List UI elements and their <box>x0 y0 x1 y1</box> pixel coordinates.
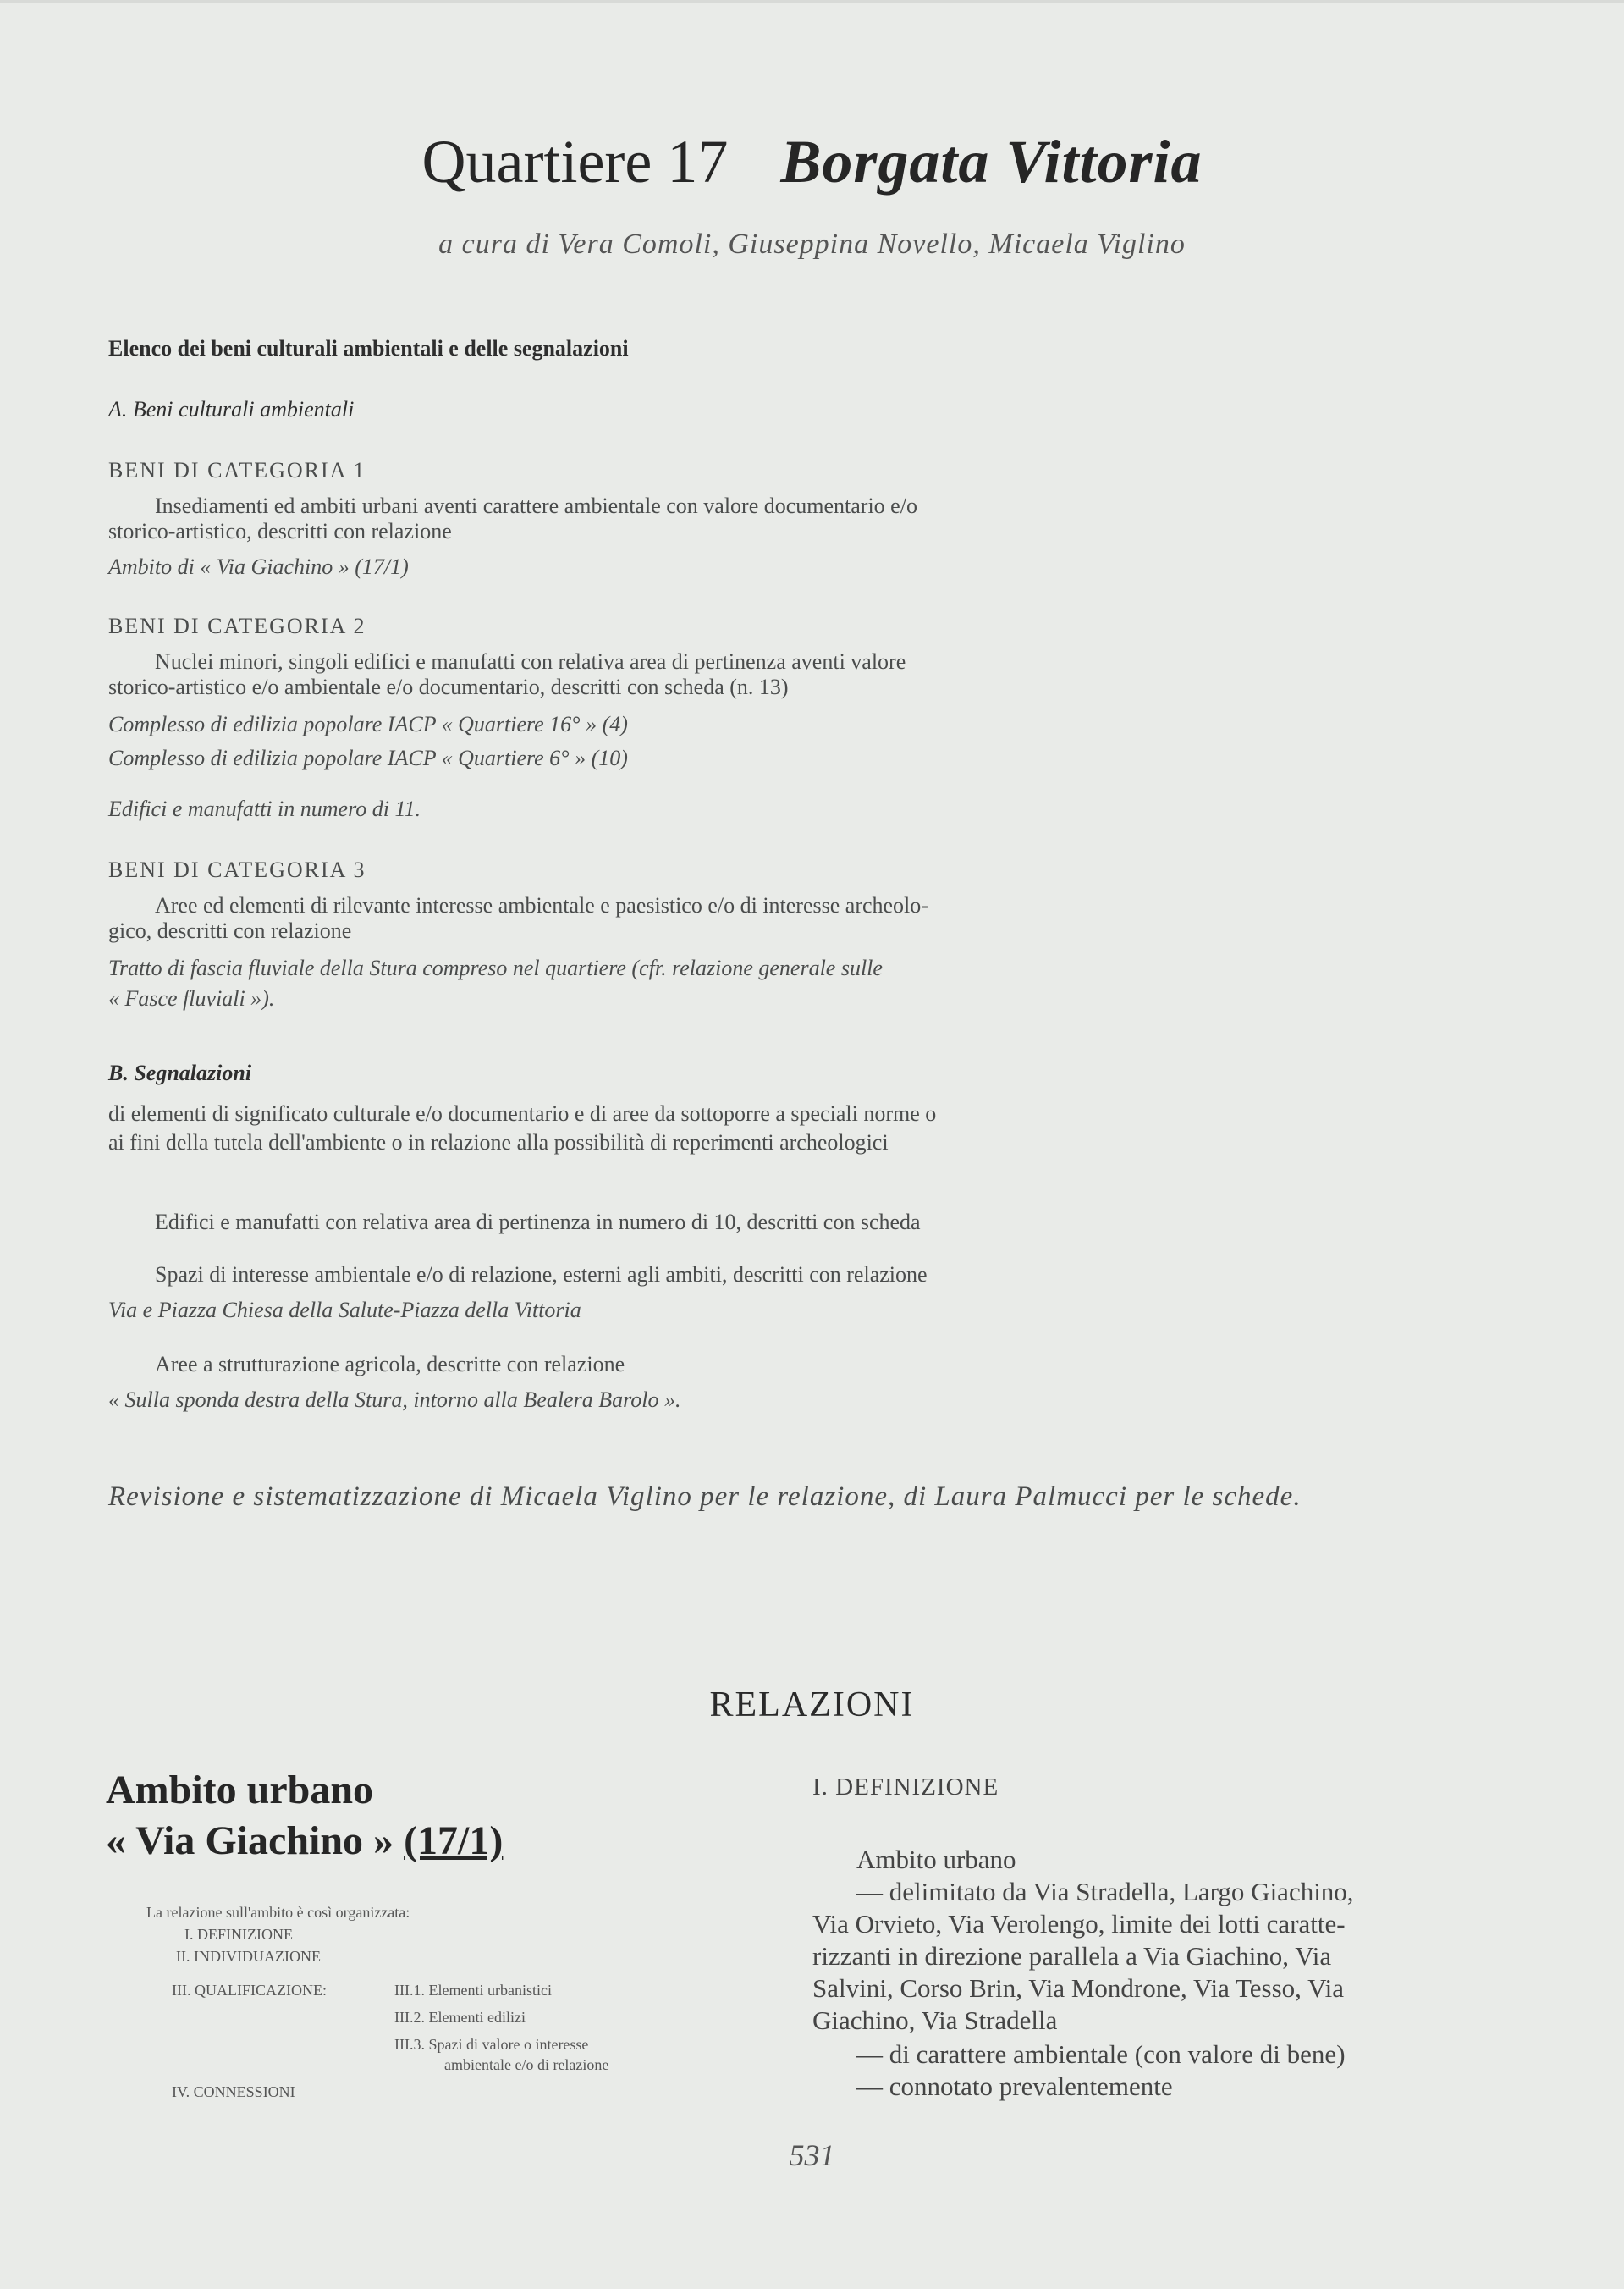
relazioni-heading: RELAZIONI <box>709 1685 915 1724</box>
ambito-title-name: « Via Giachino » <box>106 1818 405 1863</box>
segnalazioni-spazi: Spazi di interesse ambientale e/o di relazione, esterni agli ambiti, descritti con relazione <box>155 1262 928 1287</box>
definizione-line6: — di carattere ambientale (con valore di bene) <box>856 2039 1346 2069</box>
definizione-line4: Salvini, Corso Brin, Via Mondrone, Via Tesso, Via <box>812 1973 1345 2003</box>
toc-connessioni: IV. CONNESSIONI <box>172 2083 295 2100</box>
definizione-line1: — delimitato da Via Stradella, Largo Giachino, <box>856 1877 1354 1906</box>
cat2-item2: Complesso di edilizia popolare IACP « Quartiere 6° » (10) <box>108 746 628 770</box>
definizione-line2: Via Orvieto, Via Verolengo, limite dei lotti caratte- <box>812 1909 1346 1939</box>
title-borgata: Borgata Vittoria <box>780 128 1203 196</box>
page-number: 531 <box>789 2138 835 2172</box>
segnalazioni-aree: Aree a strutturazione agricola, descritte con relazione <box>155 1352 625 1376</box>
toc-qualificazione: III. QUALIFICAZIONE: <box>172 1982 327 1999</box>
cat2-desc-line2: storico-artistico e/o ambientale e/o documentario, descritti con scheda (n. 13) <box>108 675 789 699</box>
segnalazioni-edifici: Edifici e manufatti con relativa area di pertinenza in numero di 10, descritti con scheda <box>155 1210 921 1234</box>
ambito-title <box>106 1765 503 1867</box>
page-title <box>0 127 1624 197</box>
cat3-item-line2: « Fasce fluviali »). <box>108 986 275 1011</box>
toc-spazi-line2: ambientale e/o di relazione <box>444 2056 609 2073</box>
cat3-heading: BENI DI CATEGORIA 3 <box>108 858 366 882</box>
cat1-item: Ambito di « Via Giachino » (17/1) <box>108 554 409 579</box>
ambito-title-code: (17/1) <box>404 1818 504 1863</box>
revision-note: Revisione e sistematizzazione di Micaela Viglino per le relazione, di Laura Palmucci per le schede. <box>108 1481 1302 1512</box>
section-b-desc-line2: ai fini della tutela dell'ambiente o in relazione alla possibilità di reperimenti archeologici <box>108 1130 889 1155</box>
cat1-heading: BENI DI CATEGORIA 1 <box>108 458 366 483</box>
toc-elementi-edilizi: III.2. Elementi edilizi <box>394 2009 526 2026</box>
ambito-title-line1: Ambito urbano <box>106 1768 374 1812</box>
toc-spazi-line1: III.3. Spazi di valore o interesse <box>394 2036 589 2053</box>
top-edge <box>0 0 1624 3</box>
cat3-desc-line1: Aree ed elementi di rilevante interesse ambientale e paesistico e/o di interesse archeolo- <box>155 893 928 918</box>
cat3-item-line1: Tratto di fascia fluviale della Stura compreso nel quartiere (cfr. relazione generale sulle <box>108 956 883 980</box>
title-quartiere: Quartiere 17 <box>421 128 729 196</box>
definizione-line3: rizzanti in direzione parallela a Via Giachino, Via <box>812 1941 1332 1971</box>
segnalazioni-spazi-item: Via e Piazza Chiesa della Salute-Piazza della Vittoria <box>108 1298 581 1322</box>
cat2-item1: Complesso di edilizia popolare IACP « Quartiere 16° » (4) <box>108 712 628 736</box>
section-b-label: B. Segnalazioni <box>108 1061 252 1085</box>
elenco-heading: Elenco dei beni culturali ambientali e delle segnalazioni <box>108 336 629 361</box>
cat1-desc-line1: Insediamenti ed ambiti urbani aventi carattere ambientale con valore documentario e/o <box>155 494 917 518</box>
toc-elementi-urbanistici: III.1. Elementi urbanistici <box>394 1982 552 1999</box>
ambito-title-line2 <box>106 1816 503 1867</box>
segnalazioni-aree-item: « Sulla sponda destra della Stura, intorno alla Bealera Barolo ». <box>108 1387 681 1412</box>
cat2-desc-line1: Nuclei minori, singoli edifici e manufatti con relativa area di pertinenza aventi valore <box>155 649 906 674</box>
cat3-desc-line2: gico, descritti con relazione <box>108 918 352 943</box>
definizione-line5: Giachino, Via Stradella <box>812 2005 1058 2035</box>
definizione-sub: Ambito urbano <box>856 1845 1016 1874</box>
cat1-desc-line2: storico-artistico, descritti con relazione <box>108 519 452 543</box>
section-a-label: A. Beni culturali ambientali <box>108 397 355 422</box>
toc-individuazione: II. INDIVIDUAZIONE <box>176 1948 321 1965</box>
cat2-heading: BENI DI CATEGORIA 2 <box>108 614 366 638</box>
definizione-heading: I. DEFINIZIONE <box>812 1773 999 1801</box>
toc-definizione: I. DEFINIZIONE <box>184 1926 293 1943</box>
editors-line: a cura di Vera Comoli, Giuseppina Novello, Micaela Viglino <box>438 229 1186 260</box>
toc-intro: La relazione sull'ambito è così organizzata: <box>146 1904 410 1921</box>
definizione-line7: — connotato prevalentemente <box>856 2071 1173 2101</box>
cat2-note: Edifici e manufatti in numero di 11. <box>108 797 421 821</box>
section-b-desc-line1: di elementi di significato culturale e/o documentario e di aree da sottoporre a speciali norme o <box>108 1101 937 1126</box>
